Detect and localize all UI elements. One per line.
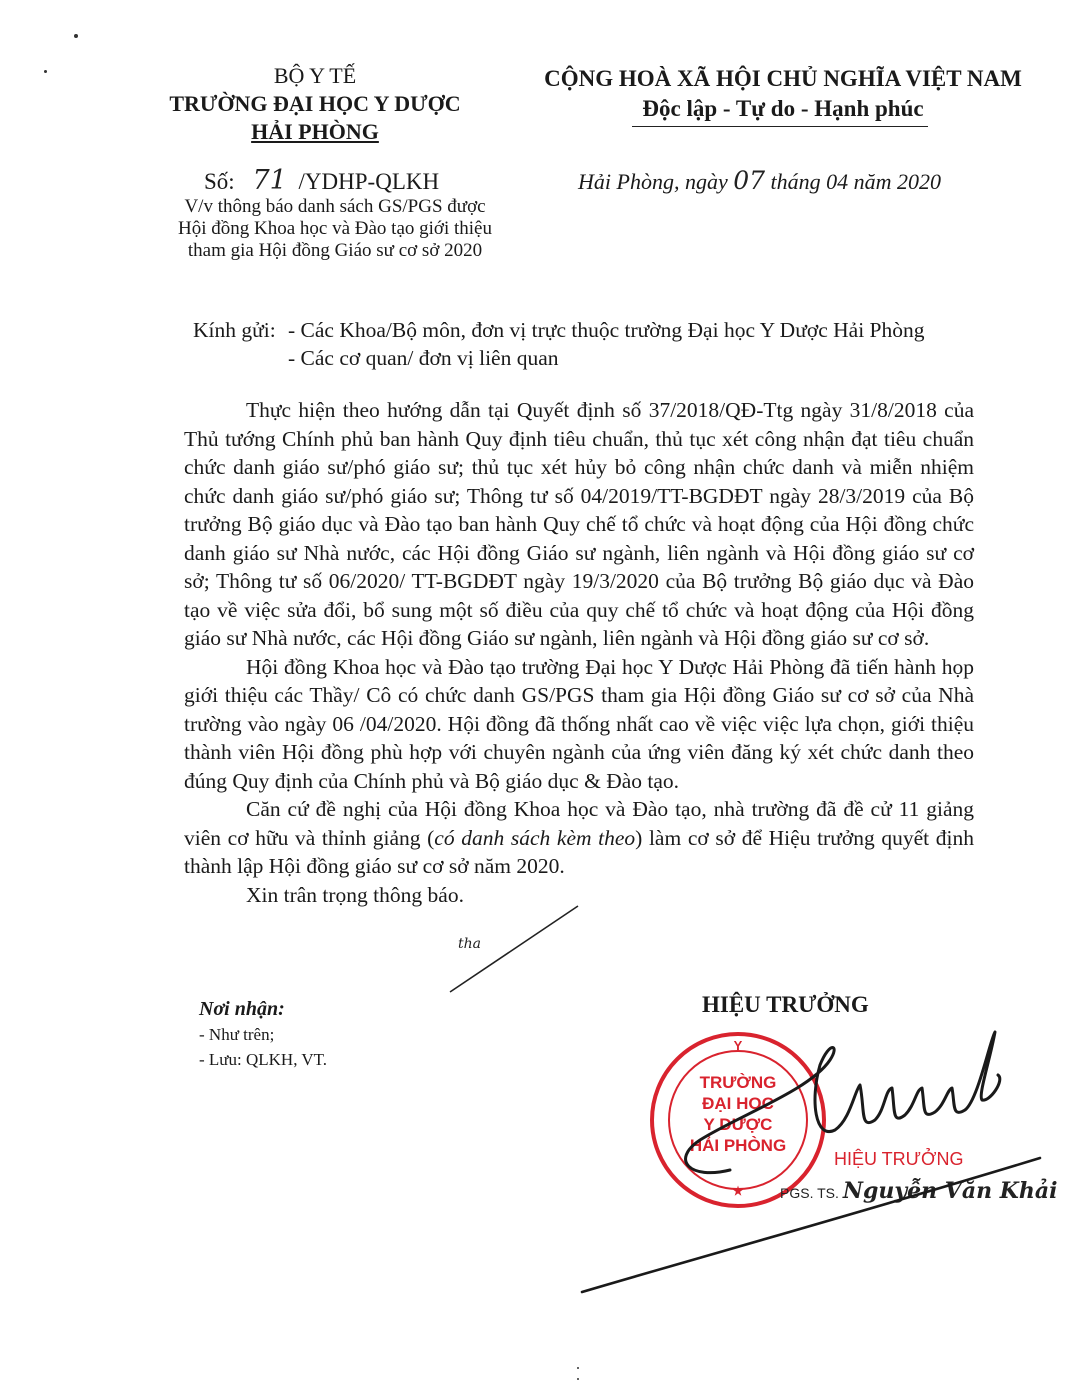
document-number <box>204 167 439 196</box>
subject-block <box>135 196 535 262</box>
seal-line: TRƯỜNG <box>699 1073 777 1092</box>
initials-stroke <box>440 900 590 1000</box>
national-motto: Độc lập - Tự do - Hạnh phúc <box>642 96 924 121</box>
scan-speck <box>577 1367 579 1369</box>
signer-title-prefix: PGS. TS. <box>780 1185 839 1201</box>
recipient-item: - Các Khoa/Bộ môn, đơn vị trực thuộc trường Đại học Y Dược Hải Phòng <box>288 318 925 342</box>
recipient-list <box>288 316 925 372</box>
body-paragraph <box>184 795 974 881</box>
distribution-title: Nơi nhận: <box>199 998 285 1020</box>
date-handwritten-day: 07 <box>733 166 766 195</box>
distribution-block <box>199 996 327 1072</box>
seal-top-letter: Y <box>733 1038 743 1053</box>
ministry-name: BỘ Y TẾ <box>273 63 357 88</box>
signer-position: HIỆU TRƯỞNG <box>702 992 869 1017</box>
letter-body <box>184 396 974 909</box>
scan-speck <box>44 70 47 73</box>
seal-star-icon: ★ <box>732 1184 744 1198</box>
doc-number-prefix: Số: <box>204 169 235 194</box>
handwritten-initials: tha <box>458 936 481 952</box>
signer-full-name: Nguyễn Văn Khải <box>842 1178 1058 1204</box>
issuer-block <box>150 62 480 146</box>
seal-line: Y DƯỢC <box>703 1115 773 1134</box>
paragraph3-before: Căn cứ đề nghị của Hội đồng Khoa học và Đào tạo, nhà trường đã đề cử 11 giảng viên cơ hữu và thỉnh giảng ( <box>184 797 974 850</box>
school-name-line2: HẢI PHÒNG <box>251 119 379 144</box>
scan-speck <box>577 1378 579 1380</box>
subject-line: V/v thông báo danh sách GS/PGS được <box>184 196 486 217</box>
distribution-item: - Lưu: QLKH, VT. <box>199 1050 328 1069</box>
stamp-position: HIỆU TRƯỞNG <box>834 1149 964 1169</box>
body-paragraph: Thực hiện theo hướng dẫn tại Quyết định số 37/2018/QĐ-Ttg ngày 31/8/2018 của Thủ tướng Chính phủ ban hành Quy định tiêu chuẩn, thủ tục xét công nhận đạt tiêu chuẩn chức danh giáo sư/phó giáo sư; thủ tục xét hủy bỏ công nhận chức danh và miễn nhiệm chức danh giáo sư/phó giáo sư; Thông tư số 04/2019/TT-BGDĐT ngày 28/3/2019 của Bộ trưởng Bộ giáo dục và Đào tạo ban hành Quy chế tổ chức và hoạt động của Hội đồng chức danh giáo sư Nhà nước, các Hội đồng Giáo sư ngành, liên ngành và Hội đồng giáo sư cơ sở; Thông tư số 06/2020/ TT-BGDĐT ngày 19/3/2020 của Bộ trưởng Bộ giáo dục và Đào tạo về việc sửa đổi, bổ sung một số điều của quy chế tổ chức và hoạt động của Hội đồng giáo sư Nhà nước, các Hội đồng Giáo sư ngành, liên ngành và Hội đồng giáo sư cơ sở. <box>184 398 974 650</box>
subject-line: Hội đồng Khoa học và Đào tạo giới thiệu <box>178 218 492 239</box>
scan-speck <box>74 34 78 38</box>
recipient-item: - Các cơ quan/ đơn vị liên quan <box>288 346 559 370</box>
subject-line: tham gia Hội đồng Giáo sư cơ sở 2020 <box>187 240 483 261</box>
signature-flourish <box>570 1150 1050 1310</box>
seal-line: HẢI PHÒNG <box>689 1136 787 1155</box>
doc-number-handwritten: 71 <box>252 165 287 196</box>
country-name: CỘNG HOÀ XÃ HỘI CHỦ NGHĨA VIỆT NAM <box>544 66 1022 91</box>
date-before: Hải Phòng, ngày <box>578 169 734 194</box>
issue-date <box>578 167 941 196</box>
paragraph3-after: ) làm cơ sở để Hiệu trưởng quyết định thành lập Hội đồng giáo sư cơ sở năm 2020. <box>184 825 974 878</box>
seal-line: ĐẠI HỌC <box>702 1094 774 1113</box>
national-heading <box>528 64 1038 124</box>
body-paragraph: Hội đồng Khoa học và Đào tạo trường Đại học Y Dược Hải Phòng đã tiến hành họp giới thiệu các Thầy/ Cô có chức danh GS/PGS tham gia Hội đồng Giáo sư cơ sở của Nhà trường vào ngày 06 /04/2020. Hội đồng đã thống nhất cao về việc việc lựa chọn, giới thiệu thành viên Hội đồng phù hợp với chuyên ngành của ứng viên đăng ký xét chức danh theo đúng Quy định của Chính phủ và Bộ giáo dục & Đào tạo. <box>184 654 974 793</box>
recipient-label: Kính gửi: <box>193 318 276 342</box>
closing-line: Xin trân trọng thông báo. <box>246 882 464 907</box>
school-name-line1: TRƯỜNG ĐẠI HỌC Y DƯỢC <box>169 91 461 116</box>
paragraph3-italic: có danh sách kèm theo <box>434 825 636 850</box>
distribution-item: - Như trên; <box>199 1025 275 1044</box>
motto-underline <box>632 126 928 127</box>
doc-number-suffix: /YDHP-QLKH <box>298 169 440 194</box>
date-after: tháng 04 năm 2020 <box>765 169 942 194</box>
